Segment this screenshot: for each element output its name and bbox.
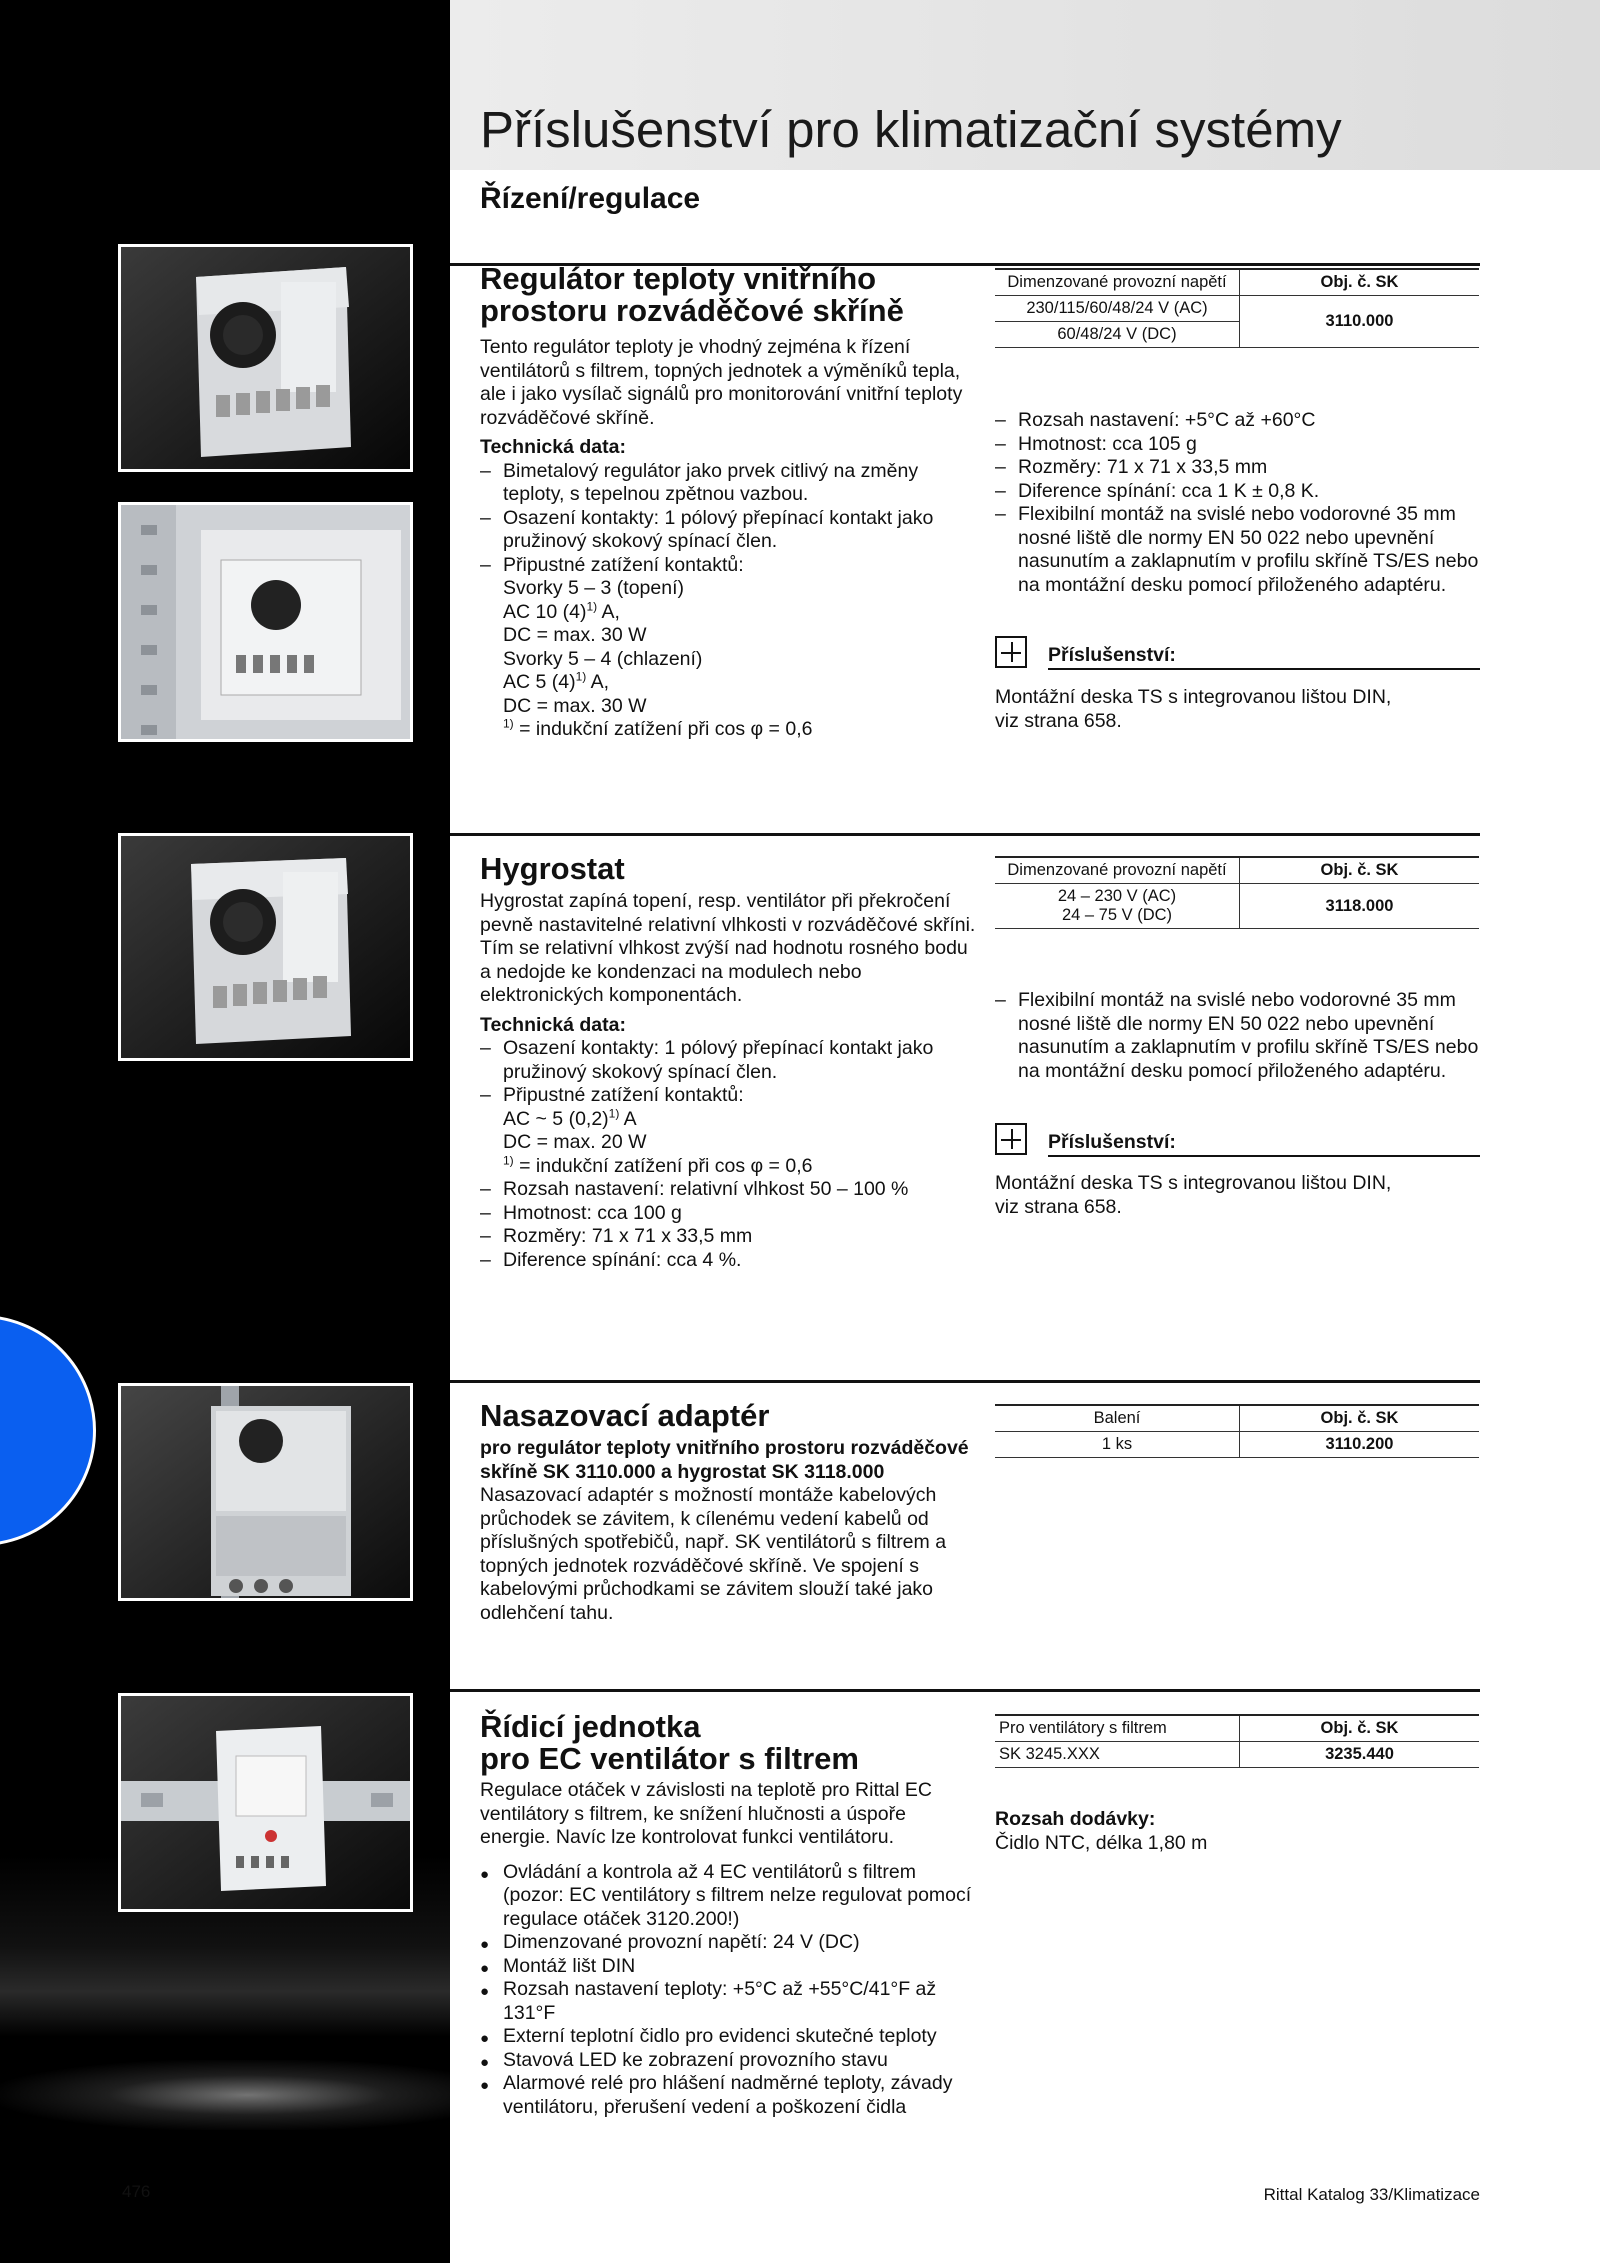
load-line: DC = max. 30 W	[503, 694, 647, 717]
section-title-line: prostoru rozváděčové skříně	[480, 293, 904, 328]
list-item: ● Alarmové relé pro hlášení nadměrné teploty, závady ventilátoru, přerušení vedení a poškození čidla	[480, 2072, 980, 2119]
section-title-thermostat	[480, 263, 904, 327]
section-description: Hygrostat zapíná topení, resp. ventilátor při překročení pevně nastavitelné relativní vlhkosti v rozváděčové skříni.	[480, 890, 976, 936]
product-photo-adapter	[118, 1383, 413, 1601]
list-item: – Osazení kontakty: 1 pólový přepínací kontakt jako pružinový skokový spínací člen.	[480, 507, 980, 554]
product-photo-control-unit	[118, 1693, 413, 1912]
accessories-header	[995, 636, 1480, 670]
list-item: – Bimetalový regulátor jako prvek citlivý na změny teploty, s tepelnou zpětnou vazbou.	[480, 460, 980, 507]
list-item: ● Dimenzované provozní napětí: 24 V (DC)	[480, 1931, 980, 1955]
spec-list-hygrostat	[995, 989, 1480, 1083]
plus-icon	[995, 1123, 1027, 1155]
section-intro: pro regulátor teploty vnitřního prostoru rozváděčové skříně SK 3110.000 a hygrostat SK 3118.000	[480, 1437, 969, 1483]
list-item: ● Externí teplotní čidlo pro evidenci skutečné teploty	[480, 2025, 980, 2049]
tech-heading: Technická data:	[480, 436, 626, 458]
product-photo-thermostat	[118, 244, 413, 472]
sidebar-light-streak	[0, 2060, 450, 2130]
section-title-line: Regulátor teploty vnitřního	[480, 261, 877, 296]
table-header: Obj. č. SK	[1240, 269, 1480, 296]
order-number: 3235.440	[1240, 1742, 1480, 1768]
order-number: 3110.200	[1240, 1432, 1480, 1458]
table-header: Obj. č. SK	[1240, 1405, 1480, 1432]
accessories-underline	[1048, 668, 1480, 670]
adapter-illustration	[121, 1386, 413, 1601]
spec-table-control-unit	[995, 1714, 1479, 1768]
accessories-text	[995, 1172, 1480, 1219]
table-cell: 1 ks	[995, 1432, 1240, 1458]
table-header: Obj. č. SK	[1240, 857, 1480, 884]
product-photo-thermostat-mounted	[118, 502, 413, 742]
load-line: DC = max. 30 W	[503, 624, 647, 646]
section-description: Tím se relativní vlhkost zvýší nad hodnotu rosného bodu a nedojde ke kondenzaci na modulech nebo elektronických komponentách.	[480, 937, 968, 1006]
accessories-text	[995, 686, 1480, 733]
section-divider	[450, 833, 1480, 836]
order-number: 3110.000	[1240, 296, 1480, 348]
load-line: Svorky 5 – 4 (chlazení)	[503, 647, 703, 670]
table-header: Balení	[995, 1405, 1240, 1432]
list-item: – Hmotnost: cca 105 g	[995, 433, 1480, 457]
load-line: Svorky 5 – 3 (topení)	[503, 577, 685, 599]
spec-table-hygrostat	[995, 856, 1479, 929]
table-cell: 230/115/60/48/24 V (AC)	[995, 296, 1240, 322]
section-description: Tento regulátor teploty je vhodný zejména k řízení ventilátorů s filtrem, topných jednotek a výměníků tepla, ale i jako vysílač signálů pro monitorování vnitřní teploty rozváděčové skříně.	[480, 336, 963, 429]
list-item: – Rozměry: 71 x 71 x 33,5 mm	[995, 456, 1480, 480]
accessories-label: Příslušenství:	[1048, 644, 1176, 666]
accessories-header	[995, 1123, 1480, 1157]
section-body-control-unit	[480, 1779, 980, 2119]
list-item: – Hmotnost: cca 100 g	[480, 1202, 980, 1226]
section-title-hygrostat: Hygrostat	[480, 851, 625, 886]
page-number: 476	[122, 2182, 151, 2201]
table-cell: SK 3245.XXX	[995, 1742, 1240, 1768]
section-title-line: pro EC ventilátor s filtrem	[480, 1741, 859, 1776]
list-item: ● Stavová LED ke zobrazení provozního stavu	[480, 2049, 980, 2073]
table-cell: 24 – 230 V (AC) 24 – 75 V (DC)	[995, 884, 1240, 929]
table-header: Pro ventilátory s filtrem	[995, 1715, 1240, 1742]
table-header: Dimenzované provozní napětí	[995, 269, 1240, 296]
list-item: – Připustné zatížení kontaktů:	[480, 554, 980, 578]
list-item: – Rozměry: 71 x 71 x 33,5 mm	[480, 1225, 980, 1249]
list-item: – Diference spínání: cca 1 K ± 0,8 K.	[995, 480, 1480, 504]
list-item: – Osazení kontakty: 1 pólový přepínací kontakt jako pružinový skokový spínací člen.	[480, 1037, 980, 1084]
accessories-line: Montážní deska TS s integrovanou lištou DIN,	[995, 1172, 1392, 1194]
accessories-underline	[1048, 1155, 1480, 1157]
tech-list	[480, 1037, 980, 1108]
section-body-thermostat	[480, 336, 980, 742]
section-body-adapter	[480, 1437, 980, 1625]
section-divider	[450, 1689, 1480, 1692]
tech-list	[480, 460, 980, 578]
section-divider	[450, 1380, 1480, 1383]
thermostat-illustration	[121, 247, 413, 472]
list-item: – Flexibilní montáž na svislé nebo vodorovné 35 mm nosné liště dle normy EN 50 022 nebo upevnění nasunutím a zaklapnutím v profilu skříně TS/ES nebo na montážní desku pomocí přiloženého adaptéru.	[995, 989, 1480, 1083]
table-header: Dimenzované provozní napětí	[995, 857, 1240, 884]
spec-table-adapter	[995, 1404, 1479, 1458]
list-item: – Rozsah nastavení: relativní vlhkost 50 – 100 %	[480, 1178, 980, 1202]
table-header: Obj. č. SK	[1240, 1715, 1480, 1742]
scope-heading: Rozsah dodávky:	[995, 1808, 1156, 1830]
load-line: AC 10 $(4)^{1)}$ A,	[503, 599, 620, 623]
section-description: Regulace otáček v závislosti na teplotě pro Rittal EC ventilátory s filtrem, ke snížení hlučnosti a úspoře energie. Navíc lze kontrolovat funkci ventilátoru.	[480, 1779, 932, 1848]
section-title-line: Řídicí jednotka	[480, 1709, 701, 1744]
section-title-adapter: Nasazovací adaptér	[480, 1398, 770, 1433]
load-line: AC ~ 5 $(0,2)^{1)}$ A	[503, 1106, 637, 1130]
control-unit-illustration	[121, 1696, 413, 1912]
table-cell: 60/48/24 V (DC)	[995, 322, 1240, 348]
accessories-line: viz strana 658.	[995, 709, 1122, 732]
list-item: ● Montáž lišt DIN	[480, 1955, 980, 1979]
section-description: Nasazovací adaptér s možností montáže kabelových průchodek se závitem, k cílenému vedení kabelů od příslušných spotřebičů, např. SK ventilátorů s filtrem a topných jednotek rozváděčové skříně. Ve spojení s kabelovými průchodkami se závitem slouží také jako odlehčení tahu.	[480, 1484, 947, 1624]
accessories-line: viz strana 658.	[995, 1195, 1122, 1218]
list-item: – Rozsah nastavení: +5°C až +60°C	[995, 409, 1480, 433]
list-item: – Diference spínání: cca 4 %.	[480, 1249, 980, 1273]
load-line: DC = max. 20 W	[503, 1131, 647, 1153]
page-title: Příslušenství pro klimatizační systémy	[480, 101, 1342, 158]
accessories-label: Příslušenství:	[1048, 1131, 1176, 1153]
order-number: 3118.000	[1240, 884, 1480, 929]
tech-list	[480, 1178, 980, 1272]
load-details	[480, 577, 980, 742]
plus-icon	[995, 636, 1027, 668]
delivery-scope	[995, 1808, 1480, 1855]
spec-list-thermostat	[995, 409, 1480, 597]
thermostat-on-rail-illustration	[121, 505, 413, 742]
catalog-footer: Rittal Katalog 33/Klimatizace	[1263, 2185, 1480, 2204]
load-details	[480, 1108, 980, 1179]
footnote: $^{1)}$ = indukční zatížení při cos φ = 0,6	[503, 716, 813, 740]
feature-list	[480, 1861, 980, 2120]
list-item: – Flexibilní montáž na svislé nebo vodorovné 35 mm nosné liště dle normy EN 50 022 nebo upevnění nasunutím a zaklapnutím v profilu skříně TS/ES nebo na montážní desku pomocí přiloženého adaptéru.	[995, 503, 1480, 597]
hygrostat-illustration	[121, 836, 413, 1061]
scope-text: Čidlo NTC, délka 1,80 m	[995, 1831, 1208, 1854]
tech-heading: Technická data:	[480, 1013, 626, 1036]
list-item: ● Ovládání a kontrola až 4 EC ventilátorů s filtrem (pozor: EC ventilátory s filtrem nelze regulovat pomocí regulace otáček 3120.200!)	[480, 1861, 980, 1932]
spec-table-thermostat	[995, 268, 1479, 348]
product-photo-hygrostat	[118, 833, 413, 1061]
section-title-control-unit	[480, 1711, 859, 1775]
page-subtitle: Řízení/regulace	[480, 182, 701, 215]
footnote: $^{1)}$ = indukční zatížení při cos φ = 0,6	[503, 1153, 813, 1177]
list-item: ● Rozsah nastavení teploty: +5°C až +55°C/41°F až 131°F	[480, 1978, 980, 2025]
load-line: AC 5 $(4)^{1)}$ A,	[503, 669, 610, 693]
section-body-hygrostat	[480, 890, 980, 1272]
list-item: – Připustné zatížení kontaktů:	[480, 1084, 980, 1108]
accessories-line: Montážní deska TS s integrovanou lištou DIN,	[995, 686, 1392, 708]
